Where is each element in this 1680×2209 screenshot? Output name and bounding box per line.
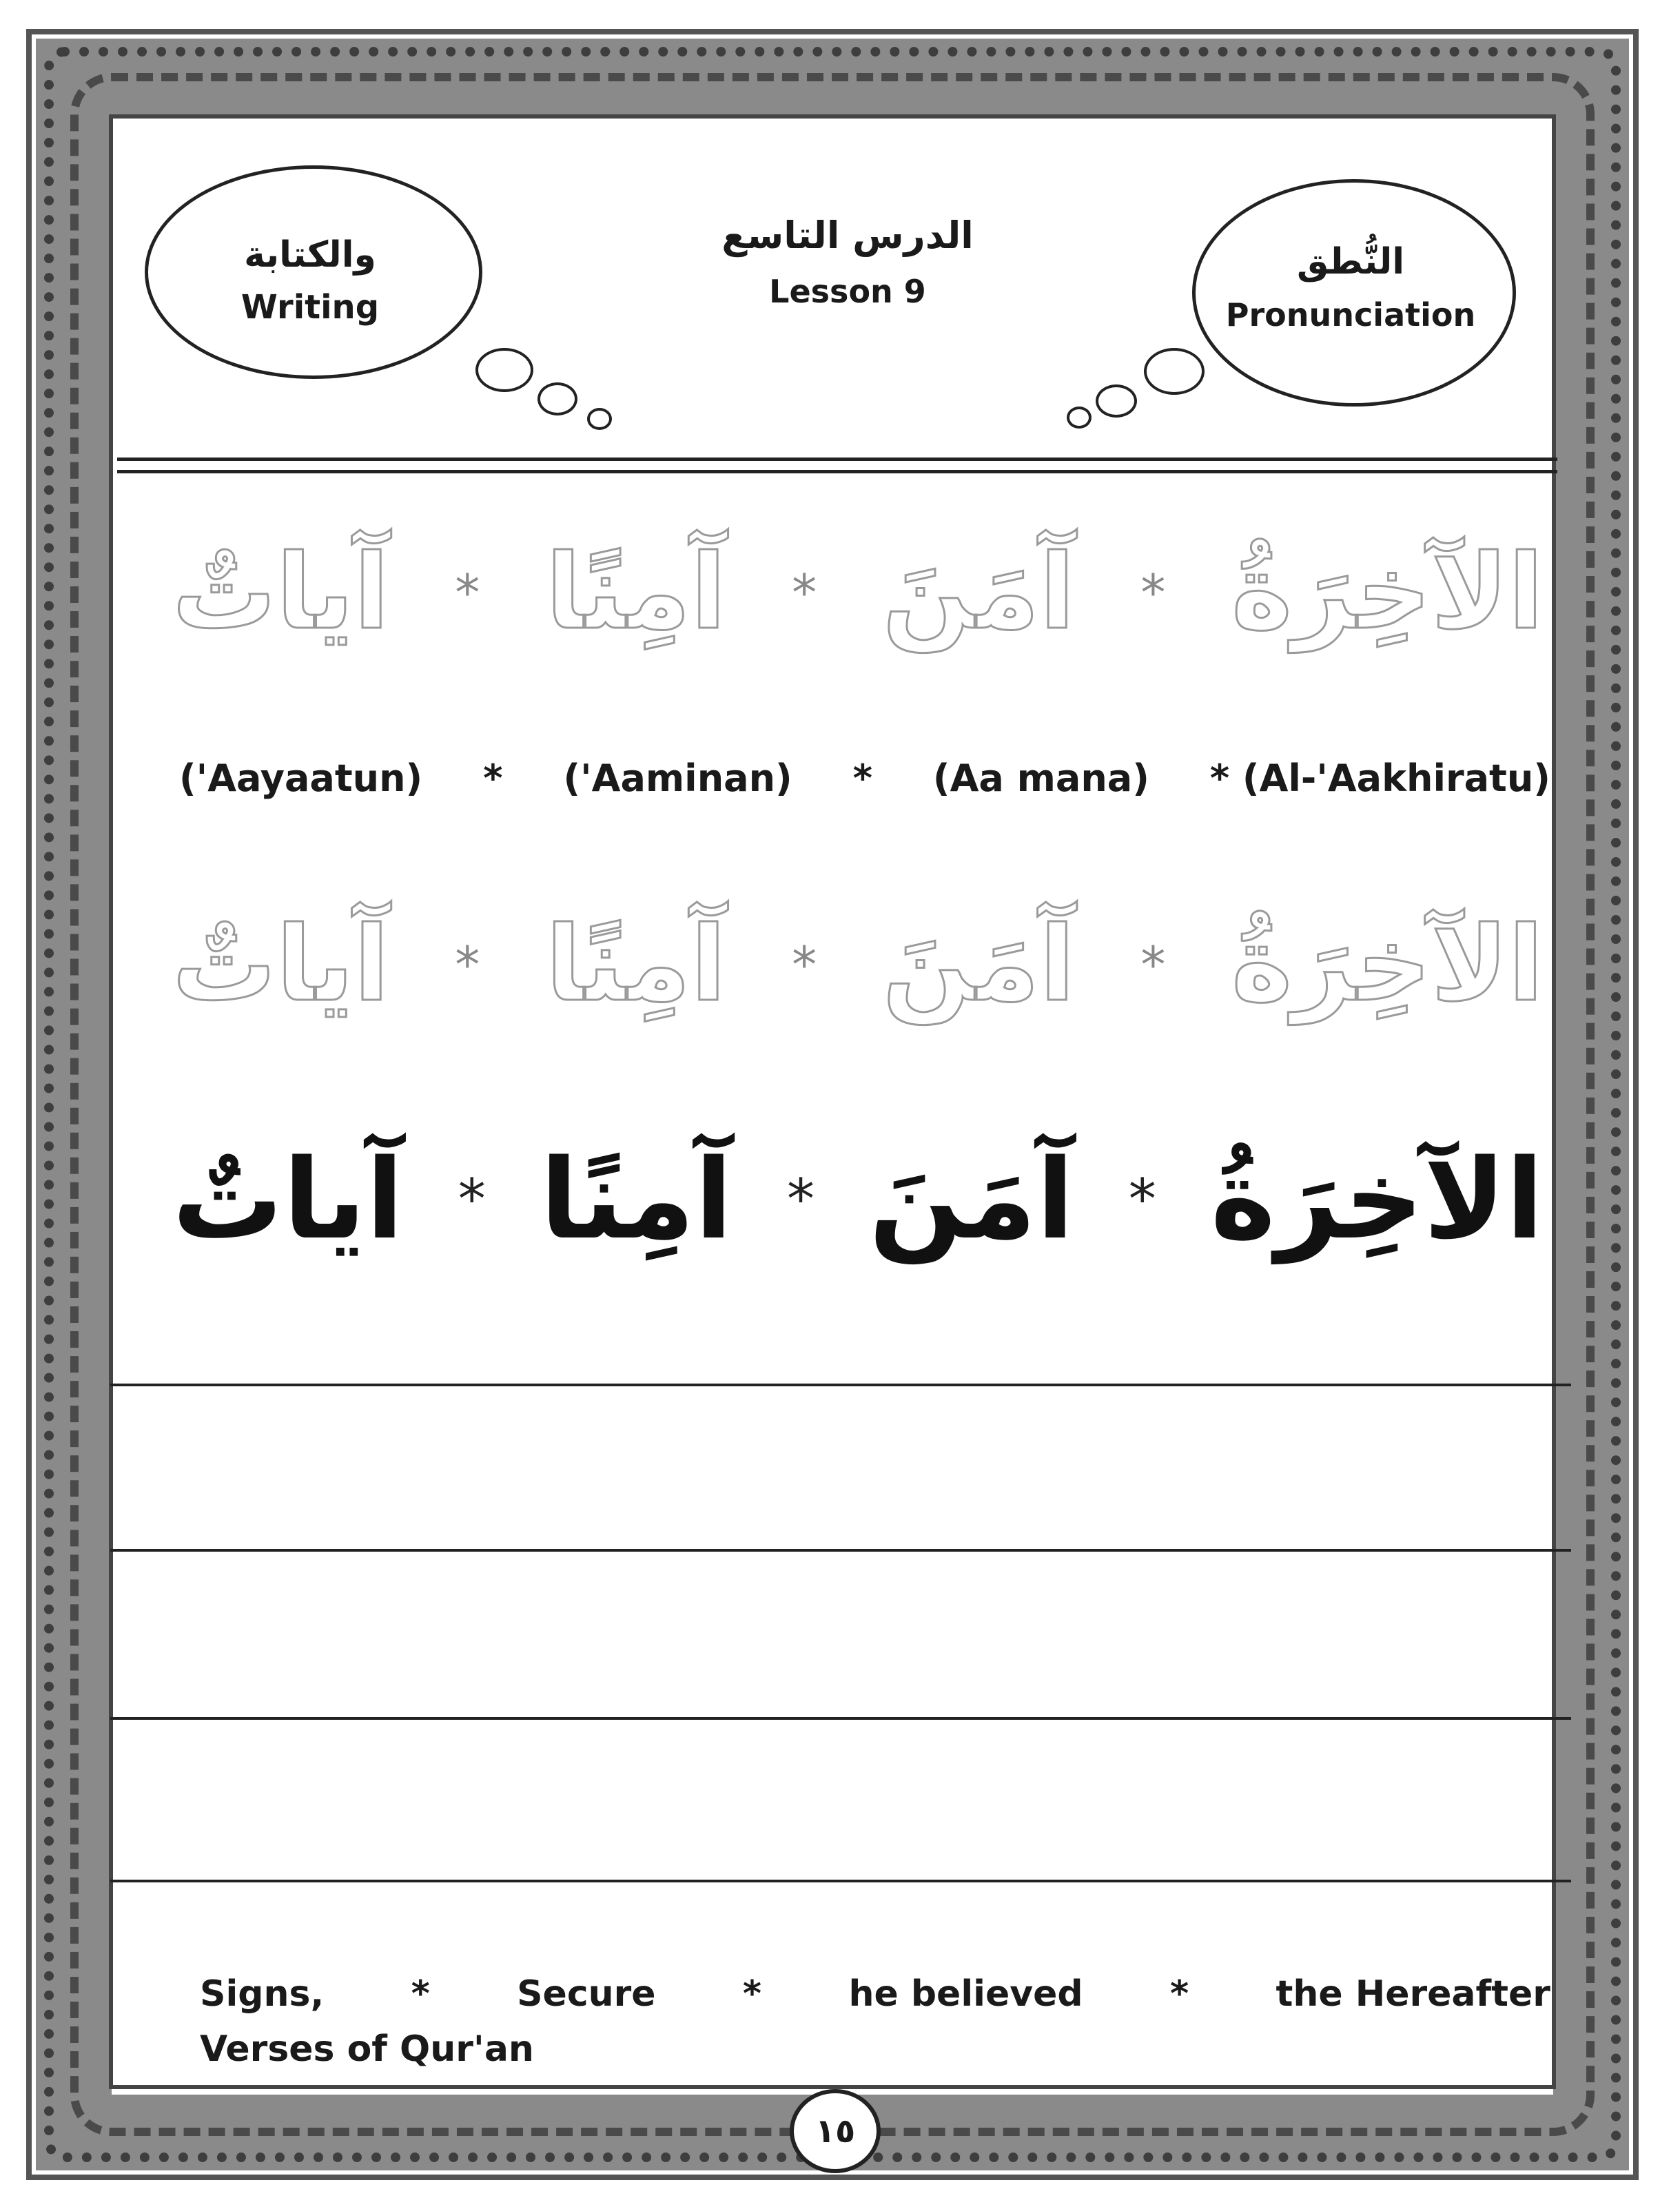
tracing-row-1 bbox=[172, 524, 1544, 661]
transliteration: ('Aaminan) bbox=[563, 757, 792, 800]
cloud-puff bbox=[475, 348, 533, 392]
writing-line bbox=[110, 1717, 1571, 1720]
meaning: he believed bbox=[848, 1973, 1083, 2015]
model-word: الآخِرَةُ bbox=[1210, 1134, 1544, 1264]
transliteration: ('Aayaatun) bbox=[179, 757, 423, 800]
writing-label: Writing bbox=[240, 288, 380, 327]
meanings bbox=[200, 1973, 1550, 2070]
meaning: Signs, bbox=[200, 1973, 325, 2015]
meanings-row bbox=[200, 1973, 1550, 2015]
lesson-title-arabic: الدرس التاسع bbox=[721, 214, 974, 257]
transliteration: (Aa mana) bbox=[932, 757, 1149, 800]
tracing-word: آياتٌ bbox=[172, 533, 389, 653]
header-divider bbox=[117, 458, 1557, 461]
writing-line bbox=[110, 1384, 1571, 1386]
separator-star: * bbox=[1140, 936, 1166, 994]
separator-star: * bbox=[483, 757, 503, 800]
cloud-puff bbox=[1067, 407, 1092, 429]
separator-star: * bbox=[742, 1973, 762, 2015]
pronunciation-label: Pronunciation bbox=[1225, 296, 1476, 333]
separator-star: * bbox=[455, 936, 480, 994]
separator-star: * bbox=[1128, 1167, 1156, 1231]
meaning: Secure bbox=[517, 1973, 656, 2015]
tracing-word: الآخِرَةُ bbox=[1231, 533, 1544, 653]
transliteration: * (Al-'Aakhiratu) bbox=[1209, 757, 1550, 800]
pronunciation-arabic: النُّطق bbox=[1296, 241, 1405, 282]
separator-star: * bbox=[1140, 564, 1166, 621]
cloud-puff bbox=[1096, 384, 1137, 418]
model-word: آياتٌ bbox=[172, 1134, 404, 1264]
tracing-word: آمَنَ bbox=[882, 905, 1075, 1025]
model-word-row bbox=[172, 1116, 1544, 1282]
separator-star: * bbox=[1169, 1973, 1189, 2015]
tracing-word: الآخِرَةُ bbox=[1231, 905, 1544, 1025]
header-divider bbox=[117, 470, 1557, 473]
meaning: Verses of Qur'an bbox=[200, 2028, 534, 2070]
cloud-puff bbox=[1144, 348, 1205, 395]
tracing-row-2 bbox=[172, 896, 1544, 1034]
meaning: the Hereafter bbox=[1276, 1973, 1550, 2015]
separator-star: * bbox=[792, 564, 817, 621]
writing-line bbox=[110, 1549, 1571, 1552]
writing-arabic: والكتابة bbox=[244, 234, 376, 276]
separator-star: * bbox=[455, 564, 480, 621]
tracing-word: آمَنَ bbox=[882, 533, 1075, 653]
tracing-word: آياتٌ bbox=[172, 905, 389, 1025]
page-number: ١٥ bbox=[790, 2089, 881, 2173]
transliteration-row bbox=[179, 757, 1550, 800]
tracing-word: آمِنًا bbox=[545, 533, 726, 653]
page-frame-inner bbox=[109, 114, 1556, 2089]
separator-star: * bbox=[792, 936, 817, 994]
separator-star: * bbox=[458, 1167, 486, 1231]
model-word: آمَنَ bbox=[868, 1134, 1074, 1264]
cloud-puff bbox=[587, 408, 612, 430]
separator-star: * bbox=[786, 1167, 815, 1231]
lesson-title: Lesson 9 bbox=[769, 273, 926, 310]
separator-star: * bbox=[852, 757, 872, 800]
writing-line bbox=[110, 1880, 1571, 1882]
cloud-puff bbox=[537, 382, 577, 415]
pronunciation-cloud bbox=[1192, 179, 1516, 407]
separator-star: * bbox=[411, 1973, 430, 2015]
model-word: آمِنًا bbox=[540, 1134, 733, 1264]
tracing-word: آمِنًا bbox=[545, 905, 726, 1025]
